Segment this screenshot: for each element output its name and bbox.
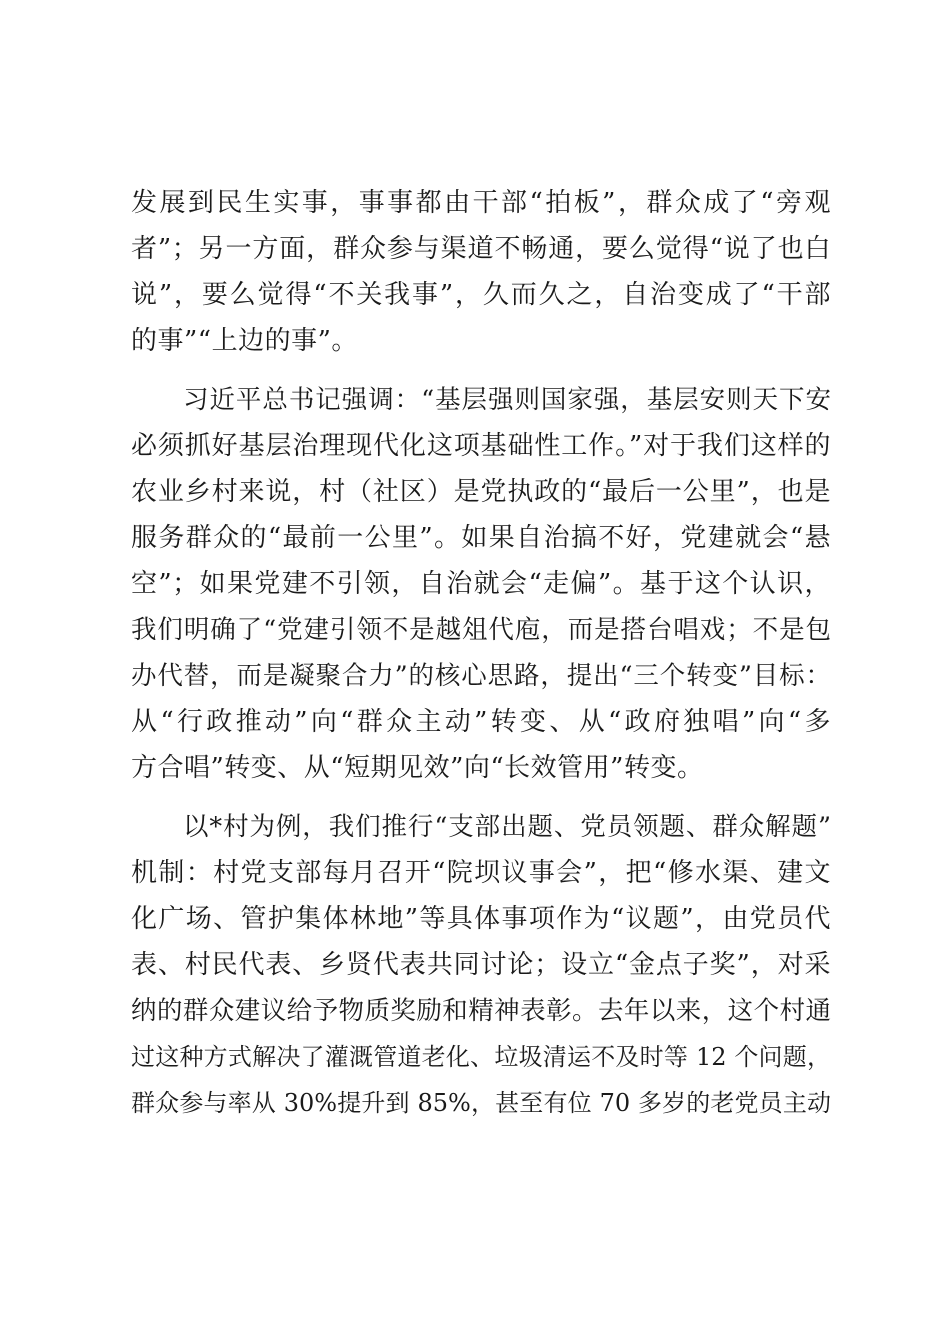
text-line: 的事”“上边的事”。 bbox=[131, 326, 358, 356]
text-line: 者”；另一方面，群众参与渠道不畅通，要么觉得“说了也白 bbox=[131, 234, 831, 264]
text-line: 纳的群众建议给予物质奖励和精神表彰。去年以来，这个村通 bbox=[131, 996, 831, 1026]
text-line: 从“行政推动”向“群众主动”转变、从“政府独唱”向“多 bbox=[131, 707, 831, 737]
text-line: 我们明确了“党建引领不是越俎代庖，而是搭台唱戏；不是包 bbox=[131, 615, 831, 645]
text-line: 办代替，而是凝聚合力”的核心思路，提出“三个转变”目标： bbox=[131, 661, 831, 691]
text-line: 化广场、管护集体林地”等具体事项作为“议题”，由党员代 bbox=[131, 904, 831, 934]
text-line: 必须抓好基层治理现代化这项基础性工作。”对于我们这样的 bbox=[131, 431, 831, 461]
text-line: 习近平总书记强调：“基层强则国家强，基层安则天下安 bbox=[183, 385, 831, 415]
text-line: 机制：村党支部每月召开“院坝议事会”，把“修水渠、建文 bbox=[131, 858, 831, 888]
text-line: 说”，要么觉得“不关我事”，久而久之，自治变成了“干部 bbox=[131, 280, 831, 310]
text-line: 方合唱”转变、从“短期见效”向“长效管用”转变。 bbox=[131, 753, 704, 783]
text-line: 农业乡村来说，村（社区）是党执政的“最后一公里”，也是 bbox=[131, 477, 831, 507]
text-line: 服务群众的“最前一公里”。如果自治搞不好，党建就会“悬 bbox=[131, 523, 831, 553]
text-line: 表、村民代表、乡贤代表共同讨论；设立“金点子奖”，对采 bbox=[131, 950, 831, 980]
text-line: 发展到民生实事，事事都由干部“拍板”，群众成了“旁观 bbox=[131, 188, 831, 218]
text-line: 群众参与率从 30%提升到 85%，甚至有位 70 多岁的老党员主动 bbox=[131, 1089, 831, 1117]
text-line: 过这种方式解决了灌溉管道老化、垃圾清运不及时等 12 个问题， bbox=[131, 1043, 831, 1071]
text-line: 以*村为例，我们推行“支部出题、党员领题、群众解题” bbox=[183, 812, 831, 842]
text-line: 空”；如果党建不引领，自治就会“走偏”。基于这个认识， bbox=[131, 569, 831, 599]
